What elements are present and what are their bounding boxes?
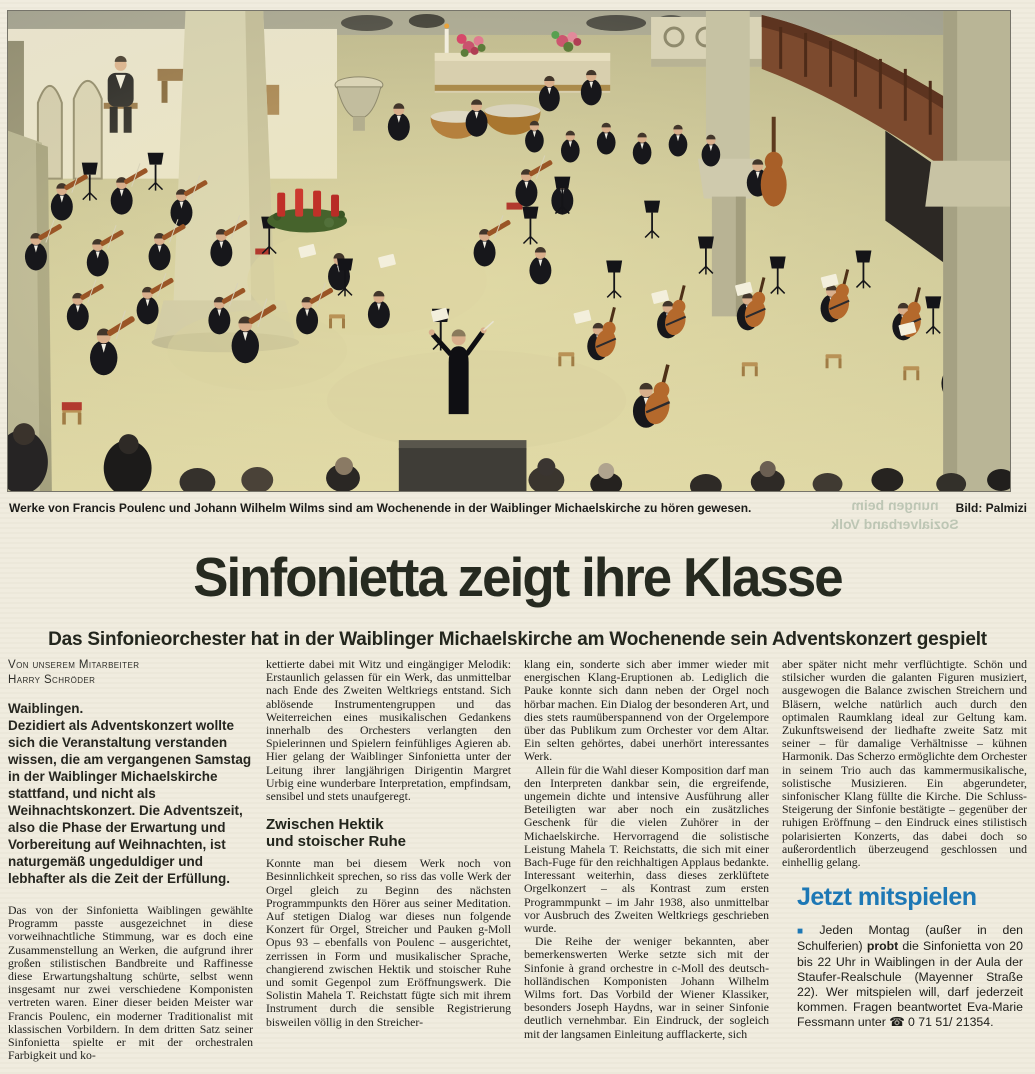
byline-role: Von unserem Mitarbeiter — [8, 659, 140, 671]
paragraph: Die Reihe der weniger bekannten, aber bemerkenswerten Werke setzte sich mit der Sinfonie à grand orchestre in c-Moll des deutsch-holländischen Komponisten Johann Wilhelm Wilms fort. Das Vorbild der Wiener Klassiker, besonders Joseph Haydns, war in seiner Sinfonie deutlich vernehmbar. Ein Eindruck, der sogleich mit der langsamen Einleitung aufflackerte, sich — [524, 934, 769, 1041]
photo-caption: Werke von Francis Poulenc und Johann Wilhelm Wilms sind am Wochenende in der Waiblinger Michaelskirche zu hören gewesen. — [9, 501, 752, 515]
intro-text: Dezidiert als Adventskonzert wollte sich die Veranstaltung verstanden wissen, die am vergangenen Samstag in der Waiblinger Michaelskirche stattfand, und nicht als Weihnachtskonzert. Die Adventszeit, also die Phase der Erwartung und Vorbereitung auf Weihnachten, ist naturgemäß ungeduldiger und lebhafter als die Zeit der Erfüllung. — [8, 718, 252, 886]
paragraph: aber später nicht mehr verflüchtigte. Schön und stilsicher wurden die galanten Figuren musiziert, ausgewogen die Balance zwischen Streichern und Bläsern, welche natürlich auch durch den optimalen Raumklang ideal zur Geltung kam. Zukunftsweisend der liedhafte zweite Satz mit seiner – für damalige Verhältnisse – kühnen Harmonik. Das Scherzo ermöglichte dem Orchester in seinem Trio auch das kammermusikalische, solistische Musizieren. Ein abgerundeter, sinfonischer Klang füllte die Kirche. Die Schluss-Steigerung der Sinfonie bestätigte – gegenüber der ruhigen Eröffnung – den Eindruck eines stilistisch polarisierten Konzerts, das dabei doch so außerordentlich überzeugend geschlossen und einhellig gelang. — [782, 658, 1027, 870]
infobox-text: ■ Jeden Montag (außer in den Schulferien) probt die Sinfonietta von 20 bis 22 Uhr in Waiblingen in der Aula der Staufer-Realschule (Mayenner Straße 22). Wer mitspielen will, darf jederzeit kommen. Fragen beantwortet Eva-Marie Fessmann unter ☎ 0 71 51/ 21354. — [797, 923, 1023, 1030]
article-body — [8, 658, 1027, 1074]
paragraph: Konnte man bei diesem Werk noch von Besinnlichkeit sprechen, so riss das volle Werk der Orgel gleich zu Beginn des nächsten Programmpunkts den Hörer aus seiner Meditation. Auf stetigen Dialog war dieses nun folgende Konzert für Orgel, Streicher und Pauken g-Moll Opus 93 – ebenfalls von Poulenc – ausgerichtet, zerrissen in Form und musikalischer Sprache, changierend zwischen Hektik und stoischer Ruhe und somit Gegenpol zum Eröffnungswerk. Die Solistin Mahela T. Reichstatt fügte sich mit ihrem Instrument durch die sensible Registrierung bisweilen völlig in den Streicher- — [266, 856, 511, 1029]
orchestra-photo-illustration — [8, 11, 1010, 491]
paragraph: Allein für die Wahl dieser Komposition darf man den Interpreten dankbar sein, die ergreifende, ungemein dichte und intensive Ausführung aller Beteiligten war aber noch ein zusätzliches Geschenk für die vielen Zuhörer in der Michaelskirche. Hervorragend die solistische Leistung Mahela T. Reichstatts, die sich mit einer Bach-Fuge für den reichhaltigen Applaus bedankte. Interessant weiterhin, dass dieses zerklüftete Orgelkonzert – als Kontrast zum ersten Programmpunkt – im Jahr 1938, also unmittelbar vor Ausbruch des Zweiten Weltkriegs geschrieben wurde. — [524, 762, 769, 936]
column-2 — [266, 658, 511, 1074]
dateline: Waiblingen. — [8, 701, 84, 716]
paragraph: Das von der Sinfonietta Waiblingen gewählte Programm passte ausgezeichnet in diese vorweihnachtliche Stimmung, war es doch eine Zusammenstellung an Werken, die aufgrund ihrer großen stilistischen Bandbreite und Raffinesse diese Erwartungshaltung schürte, selbst wenn insgesamt nur zwei verschiedene Komponisten vertreten waren. Einer dieser beiden Meister war Francis Poulenc, ein moderner Traditionalist mit klassischen Vorbildern. In dem dritten Satz seiner Sinfonietta spielte er mit der orchestralen Farbigkeit und ko- — [8, 903, 253, 1063]
subheadline: Das Sinfonieorchester hat in der Waiblinger Michaelskirche am Wochenende sein Adventskonzert gespielt — [48, 629, 987, 650]
orchestra-photo — [7, 10, 1011, 492]
paragraph: kettierte dabei mit Witz und eingängiger Melodik: Erstaunlich gelassen für ein Werk, das unmittelbar nach Ende des Zweiten Weltkriegs entstand. Sich ablösende Instrumentengruppen und das Weiterreichen eines musikalischen Gedankens innerhalb des Orchesters verlangten den Spielerinnen und Spielern feinfühliges Agieren ab. Hier gelang der Waiblinger Sinfonietta unter der Leitung ihrer langjährigen Dirigentin Margret Urbig eine wunderbare Interpretation, empfindsam, sensibel und stets unaufgeregt. — [266, 658, 511, 804]
column-1 — [8, 658, 253, 1074]
paragraph: klang ein, sonderte sich aber immer wieder mit energischen Klang-Eruptionen ab. Lediglich die Pauke konnte sich dann neben der Orgel noch hörbar machen. Ein Dialog der besonderen Art, und dies stets raumüberspannend von der Orgelempore über das Publikum zum Orchester vor dem Altar. Ein selten gehörtes, dabei unerhört interessantes Werk. — [524, 658, 769, 764]
byline-author: Harry Schröder — [8, 673, 96, 686]
bleed-through-text: nungen beim Sozialverband Volk — [831, 497, 959, 532]
infobox-jetzt-mitspielen — [782, 883, 1027, 1030]
headline: Sinfonietta zeigt ihre Klasse — [193, 546, 842, 608]
column-4 — [782, 658, 1027, 1074]
intro-paragraph — [8, 700, 253, 887]
phone-number: 0 71 51/ 21354. — [904, 1015, 994, 1030]
photo-credit: Bild: Palmizi — [955, 501, 1027, 515]
section-subhead: Zwischen Hektik und stoischer Ruhe — [266, 816, 407, 851]
square-bullet-icon: ■ — [797, 926, 816, 938]
infobox-title: Jetzt mitspielen — [797, 883, 977, 912]
column-3 — [524, 658, 769, 1074]
byline — [8, 658, 253, 687]
conductor-podium — [399, 440, 527, 491]
phone-icon: ☎ — [889, 1015, 905, 1030]
infobox-bold-word: probt — [866, 939, 899, 954]
